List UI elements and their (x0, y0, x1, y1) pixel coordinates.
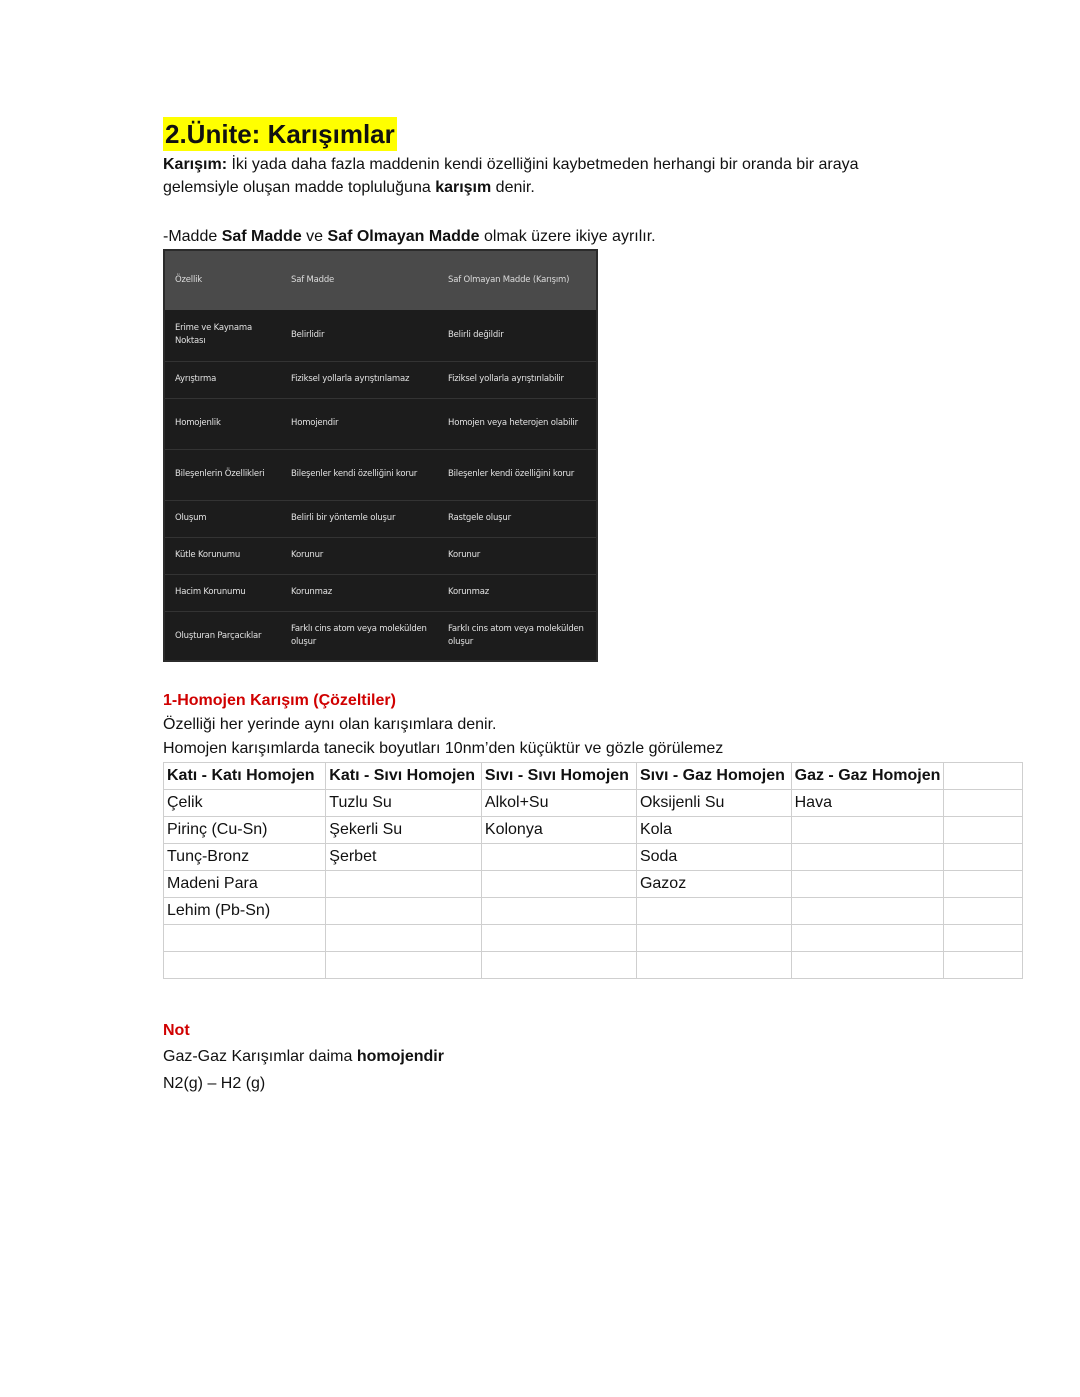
table-cell: Şerbet (326, 844, 482, 871)
column-header: Katı - Katı Homojen (164, 763, 326, 790)
table-row (164, 925, 1023, 952)
table-cell (791, 844, 944, 871)
table-cell (326, 925, 482, 952)
comparison-cell: Ayrıştırma (165, 361, 281, 398)
homogeneous-line-2: Homojen karışımlarda tanecik boyutları 10nm’den küçüktür ve gözle görülemez (163, 740, 724, 757)
comparison-cell: Bileşenlerin Özellikleri (165, 449, 281, 500)
table-cell (791, 952, 944, 979)
comparison-row (165, 310, 596, 361)
table-cell: Tuzlu Su (326, 790, 482, 817)
comparison-header-row (165, 251, 596, 310)
table-cell (326, 871, 482, 898)
comparison-cell: Rastgele oluşur (438, 500, 596, 537)
comparison-row (165, 500, 596, 537)
table-cell: Madeni Para (164, 871, 326, 898)
note-heading: Not (163, 1022, 190, 1039)
table-row (164, 952, 1023, 979)
split-bold-impure: Saf Olmayan Madde (327, 228, 480, 245)
table-cell (944, 817, 1023, 844)
comparison-cell: Korunmaz (438, 574, 596, 611)
table-row (164, 817, 1023, 844)
comparison-row (165, 537, 596, 574)
definition-bold-word: karışım (435, 179, 492, 196)
comparison-cell: Kütle Korunumu (165, 537, 281, 574)
comparison-cell: Korunmaz (281, 574, 438, 611)
comparison-cell: Korunur (438, 537, 596, 574)
page-title: 2.Ünite: Karışımlar (165, 119, 395, 149)
comparison-cell: Belirli bir yöntemle oluşur (281, 500, 438, 537)
note-line-1 (163, 1045, 923, 1068)
table-cell (944, 952, 1023, 979)
comparison-cell: Bileşenler kendi özelliğini korur (438, 449, 596, 500)
note-line-2: N2(g) – H2 (g) (163, 1075, 266, 1092)
table-cell (481, 925, 636, 952)
table-cell: Çelik (164, 790, 326, 817)
table-cell: Hava (791, 790, 944, 817)
comparison-cell: Homojen veya heterojen olabilir (438, 398, 596, 449)
table-cell: Şekerli Su (326, 817, 482, 844)
table-row (164, 898, 1023, 925)
table-cell (636, 898, 791, 925)
table-row (164, 790, 1023, 817)
table-cell (791, 817, 944, 844)
definition-text-2: denir. (491, 179, 535, 196)
homogeneous-line-1: Özelliği her yerinde aynı olan karışımlara denir. (163, 716, 497, 733)
table-cell (164, 952, 326, 979)
comparison-row (165, 361, 596, 398)
table-cell: Kola (636, 817, 791, 844)
split-prefix: -Madde (163, 228, 222, 245)
comparison-header-cell: Saf Madde (281, 251, 438, 310)
table-cell (944, 898, 1023, 925)
comparison-cell: Bileşenler kendi özelliğini korur (281, 449, 438, 500)
table-cell (944, 844, 1023, 871)
comparison-cell: Hacim Korunumu (165, 574, 281, 611)
comparison-table (165, 251, 596, 662)
comparison-cell: Homojenlik (165, 398, 281, 449)
definition-paragraph (163, 153, 923, 199)
column-header: Sıvı - Sıvı Homojen (481, 763, 636, 790)
definition-term: Karışım: (163, 156, 228, 173)
table-cell: Tunç-Bronz (164, 844, 326, 871)
table-cell (481, 871, 636, 898)
table-cell (791, 898, 944, 925)
homogeneous-table-header-row (164, 763, 1023, 790)
table-cell: Oksijenli Su (636, 790, 791, 817)
comparison-cell: Farklı cins atom veya molekülden oluşur (438, 611, 596, 661)
comparison-cell: Belirli değildir (438, 310, 596, 361)
comparison-table-image (163, 249, 598, 662)
table-cell: Alkol+Su (481, 790, 636, 817)
comparison-cell: Erime ve Kaynama Noktası (165, 310, 281, 361)
table-cell (636, 925, 791, 952)
comparison-cell: Korunur (281, 537, 438, 574)
note-line-1-text: Gaz-Gaz Karışımlar daima (163, 1048, 357, 1065)
table-cell (481, 898, 636, 925)
split-suffix: olmak üzere ikiye ayrılır. (479, 228, 656, 245)
comparison-row (165, 398, 596, 449)
comparison-row (165, 449, 596, 500)
table-cell (791, 925, 944, 952)
table-cell (944, 871, 1023, 898)
table-cell (944, 925, 1023, 952)
table-cell: Kolonya (481, 817, 636, 844)
column-header: Katı - Sıvı Homojen (326, 763, 482, 790)
comparison-header-cell: Saf Olmayan Madde (Karışım) (438, 251, 596, 310)
table-cell (944, 790, 1023, 817)
comparison-cell: Farklı cins atom veya molekülden oluşur (281, 611, 438, 661)
homogeneous-heading: 1-Homojen Karışım (Çözeltiler) (163, 692, 396, 709)
definition-text-1: İki yada daha fazla maddenin kendi özelliğini kaybetmeden herhangi bir oranda bir araya gelemsiyle oluşan madde topluluğuna (163, 156, 859, 196)
table-cell: Pirinç (Cu-Sn) (164, 817, 326, 844)
split-mid: ve (301, 228, 328, 245)
table-row (164, 871, 1023, 898)
comparison-cell: Oluşturan Parçacıklar (165, 611, 281, 661)
table-cell (791, 871, 944, 898)
column-header: Gaz - Gaz Homojen (791, 763, 944, 790)
table-cell: Soda (636, 844, 791, 871)
note-line-1-bold: homojendir (356, 1048, 444, 1065)
table-cell (326, 952, 482, 979)
column-header (944, 763, 1023, 790)
table-cell (481, 952, 636, 979)
table-row (164, 844, 1023, 871)
comparison-cell: Belirlidir (281, 310, 438, 361)
comparison-cell: Fiziksel yollarla ayrıştırılabilir (438, 361, 596, 398)
comparison-cell: Oluşum (165, 500, 281, 537)
comparison-cell: Homojendir (281, 398, 438, 449)
matter-split-line (163, 225, 923, 248)
split-bold-pure: Saf Madde (221, 228, 302, 245)
column-header: Sıvı - Gaz Homojen (636, 763, 791, 790)
comparison-row (165, 611, 596, 661)
table-cell: Gazoz (636, 871, 791, 898)
table-cell (481, 844, 636, 871)
comparison-header-cell: Özellik (165, 251, 281, 310)
table-cell (636, 952, 791, 979)
table-cell (326, 898, 482, 925)
homogeneous-examples-table (163, 762, 1023, 979)
comparison-row (165, 574, 596, 611)
table-cell: Lehim (Pb-Sn) (164, 898, 326, 925)
table-cell (164, 925, 326, 952)
comparison-cell: Fiziksel yollarla ayrıştırılamaz (281, 361, 438, 398)
